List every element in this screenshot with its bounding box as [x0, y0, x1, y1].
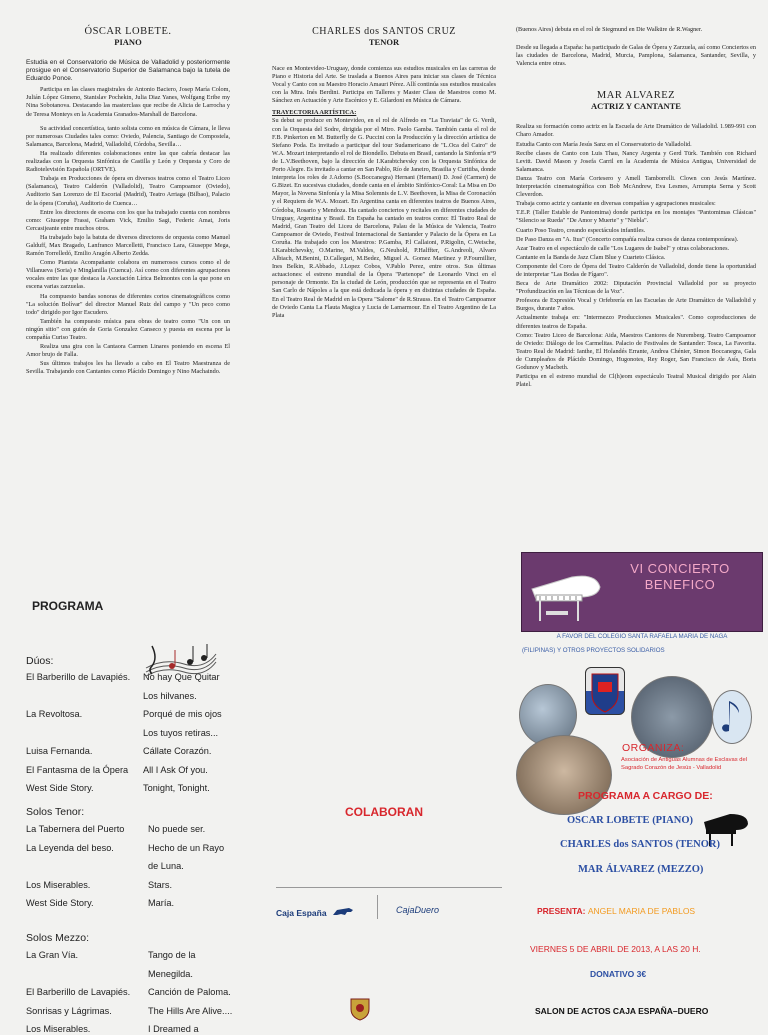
- bio-paragraph: Trabaja en Producciones de ópera en diversos teatros como el Teatro Liceo (Salamanca), Teatro Calderón (Valladolid), Teatro Campoamor (Oviedo), Auditorio San Lorenzo de El Escorial (Madrid), Teatro Arriaga (Bilbao), Palacio de la ópera (Coruña), Auditorio de Cuenca…: [26, 175, 230, 207]
- event-date: VIERNES 5 DE ABRIL DE 2013, A LAS 20 H.: [530, 944, 701, 954]
- banner-title: [610, 561, 750, 593]
- benefit-line-1: A FAVOR DEL COLEGIO SANTA RAFAELA MARIA DE NAGA: [556, 633, 728, 640]
- program-work: Los Miserables.: [26, 1024, 91, 1034]
- program-work: La Tabernera del Puerto: [26, 824, 125, 834]
- vertical-divider: [377, 895, 378, 919]
- program-work: Luisa Fernanda.: [26, 746, 93, 756]
- presenta-label: PRESENTA:: [537, 906, 586, 916]
- children-photo: [516, 735, 612, 815]
- bio-paragraph: Ha trabajado bajo la batuta de diversos directores de orquesta como Manuel Galduff, Max Bragado, Lanfranco Marcelletti, Francisco Lara, Giuseppe Mega, Ramón Torrelledó, Emilio Aragón Alberto Zedda.: [26, 233, 230, 258]
- bio-paragraph: Azar Teatro en el espectáculo de calle "Los Lugares de Isabel" y otras colaboraciones.: [516, 244, 730, 252]
- music-notes-image: [144, 636, 218, 688]
- bio-mar-alvarez: [512, 0, 768, 390]
- bio-paragraph: Componente del Coro de Ópera del Teatro Calderón de Valladolid, donde tiene la oportunidad de interpretar "Las Bodas de Fígaro".: [516, 262, 756, 278]
- benefit-note: [522, 631, 762, 656]
- program-piece: Cállate Corazón.: [143, 746, 212, 756]
- bio-paragraph: Sus últimos trabajos les ha llevado a cabo en El Teatro Maestranza de Sevilla. Trabajando con Cantantes como Plácido Domingo y Nino Machaindo.: [26, 360, 230, 376]
- bio-paragraph: Danza Teatro con María Cortesero y Amell Tamborrelli. Clown con Jesús Martínez. Interpretación cinematográfica con Bob McAndrew, Eva Lesmes, Arrumpta Serna y Scott Cleverdon.: [516, 174, 756, 199]
- program-work: El Fantasma de la Ópera: [26, 764, 129, 775]
- bio-paragraph: Trabaja como actriz y cantante en diversas compañías y agrupaciones musicales:: [516, 200, 716, 208]
- bio-paragraph: Recibe clases de Canto con Luis Thau, Nancy Argenta y Gerd Türk. También con Richard Levitt. David Mason y Josefa Carril en la Academia de Música Antigua, Universidad de Salamanca.: [516, 149, 756, 173]
- performer-mezzo: MAR ÁLVAREZ (MEZZO): [578, 864, 704, 875]
- bio-paragraph: Actualmente trabaja en: "Intermezzo Producciones Musicales". Como coproducciones de diferentes teatros de España.: [516, 314, 756, 330]
- bio-paragraph: Cuarto Poso Teatro, creando espectáculos infantiles.: [516, 226, 646, 234]
- program-piece: Menegilda.: [148, 968, 193, 979]
- program-work: La Gran Vía.: [26, 950, 79, 960]
- bio-paragraph: Su actividad concertística, tanto solista como en música de Cámara, le lleva por numerosas Ciudades tales como: Oviedo, Palencia, Santiago de Compostela, Salamanca, Barcelona, Madrid, Valladolid, Córdoba, Sevilla…: [26, 124, 230, 148]
- donativo: DONATIVO 3€: [590, 969, 647, 979]
- colaboran-divider: [276, 887, 502, 888]
- program-piece: The Hills Are Alive....: [148, 1005, 233, 1016]
- bio-paragraph: Realiza su formación como actriz en la Escuela de Arte Dramático de Valladolid. 1.989-991 con Charo Amador.: [516, 123, 756, 139]
- bio-paragraph: Estudia en el Conservatorio de Música de Valladolid y posteriormente prosigue en el Conservatorio Superior de Salamanca bajo la tutela de Eduardo Ponce.: [26, 59, 230, 83]
- bio-paragraph: Participa en las clases magistrales de Antonio Baciero, Josep María Colom, Julián López Gimeno, Stanislav Pochekin, Julia Diaz Yanes, Wolfgang Eribe my Nina Sobotanova. Destacando las masterclass que recibe de Alicia de Larrocha y de Teresa Monteys en la Academia Granados-Marshall de Barcelona.: [26, 86, 230, 118]
- bio-paragraph: Entre los directores de escena con los que ha trabajado cuenta con nombres como: Giuseppe Frassi, Graham Vick, Emilio Sagi, Federic Amat, Joris Cercasijeante entre muchos otros.: [26, 208, 230, 232]
- bio-paragraph: Como Pianista Acompañante colabora en numerosos cursos como el de Villanueva (Soria) e Minglanilla (Cuenca). Así como con diferentes agrupaciones vocales entre las que destaca la Asociación Lírica Belmontes con la que pone en escena varias zarzuelas.: [26, 259, 230, 291]
- bio-paragraph: Cantante en la Banda de Jazz Clam Blue y Cuarteto Clásica.: [516, 253, 666, 261]
- bio-paragraph: Ha realizado diferentes colaboraciones entre las que cabría destacar las realizadas con la Orquesta Sinfónica de Castilla y León y Orquesta y Coro de Radiotelevisión Española (ORTVE).: [26, 149, 230, 174]
- performer-tenor: CHARLES dos SANTOS (TENOR): [560, 839, 720, 850]
- performer-role: TENOR: [368, 37, 400, 47]
- bio-oscar-lobete: [0, 0, 256, 377]
- program-work: El Barberillo de Lavapiés.: [26, 987, 131, 997]
- program-work: West Side Story.: [26, 898, 94, 908]
- school-crest-icon: [585, 667, 625, 715]
- performer-role: PIANO: [114, 37, 142, 47]
- performer-name: CHARLES dos SANTOS CRUZ: [312, 26, 456, 37]
- performer-role: ACTRIZ Y CANTANTE: [591, 101, 681, 112]
- program-work: Sonrisas y Lágrimas.: [26, 1005, 112, 1016]
- program-piece: Los hilvanes.: [143, 690, 197, 701]
- program-piece: Los tuyos retiras...: [143, 727, 219, 738]
- performer-name: MAR ALVAREZ: [596, 90, 676, 102]
- program-piece: María.: [148, 898, 175, 908]
- program-piece: Porqué de mis ojos: [143, 709, 222, 719]
- trajectory-title: TRAYECTORIA ARTÍSTICA:: [272, 109, 357, 117]
- banner-line-1: VI CONCIERTO: [630, 561, 730, 576]
- program-work: West Side Story.: [26, 783, 94, 793]
- program-piece: Tonight, Tonight.: [143, 783, 210, 793]
- bio-paragraph: De Paso Danza en "A. Itus" (Concerto compañía realiza cursos de danza contemporánea).: [516, 235, 739, 243]
- venue: SALON DE ACTOS CAJA ESPAÑA–DUERO: [535, 1006, 709, 1016]
- performer-piano: OSCAR LOBETE (PIANO): [567, 815, 694, 826]
- bio-paragraph: T.E.P. (Taller Estable de Pantomima) donde participa en los montajes "Pantomimas Clásicas" "Silencio se Rueda" "De Amor y Muerte" y "Niebla".: [516, 209, 756, 225]
- banner-line-2: BENEFICO: [644, 577, 716, 592]
- performer-name: ÓSCAR LOBETE.: [84, 26, 172, 37]
- program-piece: No hay Que Quitar: [143, 672, 220, 682]
- duos-title: Dúos:: [26, 655, 54, 667]
- program-title: PROGRAMA: [32, 599, 104, 613]
- organiza-text: Asociación de Antiguas Alumnas de Esclavas del Sagrado Corazón de Jesús - Valladolid: [621, 757, 747, 771]
- bio-paragraph: Ha compuesto bandas sonoras de diferentes cortos cinematográficos como "La solución Bolívar" del director Manuel Ruiz del campo y "Un peco como todo" dirigido por Igor Escudero.: [26, 292, 230, 316]
- bio-paragraph: Profesora de Expresión Vocal y Orfebrería en las Escuelas de Arte Dramático de Valladolid y Burgos, durante 7 años.: [516, 297, 756, 313]
- benefit-line-2: (FILIPINAS) Y OTROS PROYECTOS SOLIDARIOS: [522, 647, 665, 654]
- bio-paragraph: Como: Teatro Liceo de Barcelona: Aida, Maestros Cantores de Nuremberg. Teatro Campoamor de Oviedo: Diálogo de los Carmelitas. Palacio de Festivales de Santander: Tosca, La Favorita. Teatro Real de Madrid: Ianthe, El Holandés Errante, Andrea Chénier, Simon Boccanegra, Gala de Cumpleaños de Plácido Domingo, Hugonotes, Rey Roger, San Francisco de Asís, Boris Godunov y Macbeth.: [516, 331, 756, 371]
- sponsor-name: CajaDuero: [396, 905, 440, 915]
- bio-charles-dos-santos: [256, 0, 512, 321]
- organiza-label: ORGANIZA:: [622, 742, 685, 754]
- program-piece: Hecho de un Rayo: [148, 842, 225, 853]
- music-note-icon: [712, 690, 752, 744]
- bio-paragraph: Nace en Montevideo-Uruguay, donde comienza sus estudios musicales en las carreras de Piano e Historia del Arte. Se traslada a Buenos Aires para iniciar sus clases de Técnica Vocal y Canto con su Maestro Horacio Amauri Pérez. Allí continúa sus estudios musicales con la Mtra. Inés Berdini. Participa en Talleres y Master Class de Maestros como M. Sánchez en Actuación y Arte Escénico y E. Gilardoni en Música de Cámara.: [272, 65, 496, 105]
- program-work: La Revoltosa.: [26, 709, 83, 719]
- solos-tenor-title: Solos Tenor:: [26, 806, 85, 818]
- bio-paragraph: Participa en el estreno mundial de Cl(h)eom espectáculo Teatral Musical dirigido por Alain Platel.: [516, 373, 756, 389]
- programa-cargo-title: PROGRAMA A CARGO DE:: [578, 790, 713, 802]
- sponsor-logo-caja-duero: [396, 900, 466, 920]
- program-work: El Barberillo de Lavapiés.: [26, 672, 131, 682]
- bio-paragraph: Desde su llegada a España: ha participado de Galas de Ópera y Zarzuela, así como Conciertos en las ciudades de Barcelona, Madrid, Murcia, Pamplona, Salamanca, Santander, Sevilla, y Valencia entre otras.: [516, 44, 757, 68]
- presenta-name: ANGEL MARIA DE PABLOS: [587, 906, 696, 916]
- bio-paragraph: Estudia Canto con María Jesús Sanz en el Conservatorio de Valladolid.: [516, 140, 692, 148]
- bio-paragraph: Beca de Arte Dramático 2002: Diputación Provincial Valladolid por su proyecto "Profundización en las Técnicas de la Voz".: [516, 280, 756, 296]
- program-piece: I Dreamed a: [148, 1024, 199, 1034]
- concert-banner: [521, 552, 763, 632]
- crest-icon: [349, 995, 371, 1021]
- program-piece: No puede ser.: [148, 824, 206, 834]
- bio-paragraph: Realiza una gira con la Cantaora Carmen Linares poniendo en escena El Amor brujo de Falla.: [26, 343, 230, 359]
- program-work: La Leyenda del beso.: [26, 842, 114, 853]
- grand-piano-icon: [526, 559, 606, 625]
- bio-paragraph: Su debut se produce en Montevideo, en el rol de Alfredo en "La Traviata" de G. Verdi, con la Orquesta del Sodre, dirigida por el Mtro. Paolo Gamba. También canta el rol de F.B. Pinkerton en M. Butterfly de G. Puccini con la Producción y la dirección artística de Stefano Poda. Es invitado a participar del tour Sudamericano de "L.Oca del Cairo" de W.A. Mozart interpretando el rol de Biondello. Debuta en Brasil, cantando la Sinfonía n°9 de L.V.Beethoven, bajo la dirección de I.Karabtchevsky con la Orquesta Sinfónica de Porto Alegre. Es invitado a cantar en San Pablo, Río de Janeiro, Brasilia y Curitiba, donde interpreta los roles de J.Adorno (S.Boccanegra) Hernani (Hernani) D. José (Carmen) de G.Bizet. En sucesivas ciudades, donde canta en el ámbito Sinfónico-Coral: La Misa en Do Mayor, la Novena Sinfonía y la Misa Solemnis de L.V. Beethoven, la Misa de Coronación y el Requiem de W.A. Mozart. En Argentina canta en diferentes teatros de Buenos Aires, Córdoba, Rosario y Mendoza. Ha cantado conciertos y recitales en diferentes ciudades de Uruguay, Argentina y Brasil. En España ha cantado en teatros como: El Teatro Real de Madrid, Gran Teatro del Liceu de Barcelona, Palau de la Música de Valencia, Teatro Campoamor de Oviedo, Festival Internacional de Santander y Palacio de la Ópera en La Coruña. Ha trabajado con los Maestros: P.Gamba, P.l Callaioni, P.Rigolin, C.Weische, I.Karabtchevsky, O.Marine, M.Valdes, G.Neuhold, P.Halffter, G.Andreoli, Alvaro Albiach, M.Benini, D.Callegari, M.Bedez, Miguel A. Gomez Martinez y P.Fournillier, Ines Belkin, R.Abbado, J.Lopez Cobos, V.Pablo Perez, entre otros. Sus últimas actuaciones: el estreno mundial de la Ópera "Partenope" de Leonardo Vinci en el personaje de Ormonte. En la ciudad de León, producción que se representa en el Teatro San Carlo de Nápoles a la que está dedicada la ópera y en distintas ciudades de España. En el Teatro Real de Madrid en la Opera "Salome" de R.Strauss. En el Teatro Campoamor de Oviedo Canta La Flauta Magica y Lucia de Lamarmour. En el Teatro Argentino de La Plata: [272, 117, 496, 319]
- program-piece: Stars.: [148, 879, 172, 890]
- bio-paragraph: También ha compuesto música para obras de teatro como "Un con un ningún sitio" con guión de Goria Gonzalez Canseco y puesta en escena por la compañía Curiso Teatro.: [26, 317, 230, 341]
- bio-paragraph: (Buenos Aires) debuta en el rol de Siegmund en Die Walküre de R.Wagner.: [516, 26, 703, 33]
- program-piece: Tango de la: [148, 950, 196, 960]
- program-piece: Canción de Paloma.: [148, 987, 231, 997]
- program-work: Los Miserables.: [26, 879, 91, 890]
- solos-mezzo-title: Solos Mezzo:: [26, 932, 90, 944]
- colaboran-title: COLABORAN: [345, 805, 423, 819]
- sponsor-logo-caja-espana: [276, 903, 366, 921]
- program-piece: All I Ask Of you.: [143, 764, 208, 775]
- presenta-line: [537, 906, 695, 916]
- horse-logo-icon: [331, 906, 357, 918]
- sponsor-name: Caja España: [276, 908, 327, 918]
- program-piece: de Luna.: [148, 861, 184, 871]
